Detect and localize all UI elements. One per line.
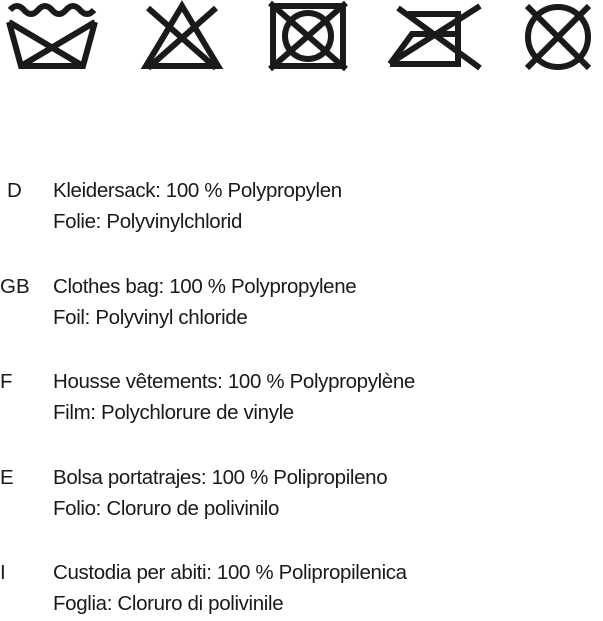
material-line: Folie: Polyvinylchlorid <box>53 210 243 233</box>
iron-crossed-icon <box>386 0 486 76</box>
bleach-crossed-icon <box>140 0 224 76</box>
material-line: Housse vêtements: 100 % Polypropylène <box>53 370 415 393</box>
language-block-gb <box>0 271 603 335</box>
language-code: GB <box>0 275 30 298</box>
language-code: I <box>0 561 6 584</box>
material-line: Custodia per abiti: 100 % Polipropilenica <box>53 561 407 584</box>
hand-wash-crossed-icon <box>4 0 100 76</box>
material-description <box>53 271 356 333</box>
material-description <box>53 175 342 237</box>
material-description <box>53 557 407 619</box>
language-block-es <box>0 462 603 526</box>
material-description <box>53 462 387 524</box>
language-code: D <box>7 179 22 202</box>
material-line: Foil: Polyvinyl chloride <box>53 306 248 329</box>
language-block-fr <box>0 366 603 430</box>
language-block-de <box>0 175 603 239</box>
material-line: Bolsa portatrajes: 100 % Polipropileno <box>53 466 388 489</box>
language-code: E <box>0 466 14 489</box>
material-line: Kleidersack: 100 % Polypropylen <box>53 179 342 202</box>
language-code: F <box>0 370 13 393</box>
material-line: Foglia: Cloruro di polivinile <box>53 592 284 615</box>
material-line: Film: Polychlorure de vinyle <box>53 401 294 424</box>
tumble-dry-crossed-icon <box>266 0 350 76</box>
material-line: Clothes bag: 100 % Polypropylene <box>53 275 357 298</box>
material-description <box>53 366 415 428</box>
care-symbols-row <box>0 0 603 80</box>
material-line: Folio: Cloruro de polivinilo <box>53 497 280 520</box>
language-block-it <box>0 557 603 621</box>
dry-clean-crossed-icon <box>518 0 598 76</box>
